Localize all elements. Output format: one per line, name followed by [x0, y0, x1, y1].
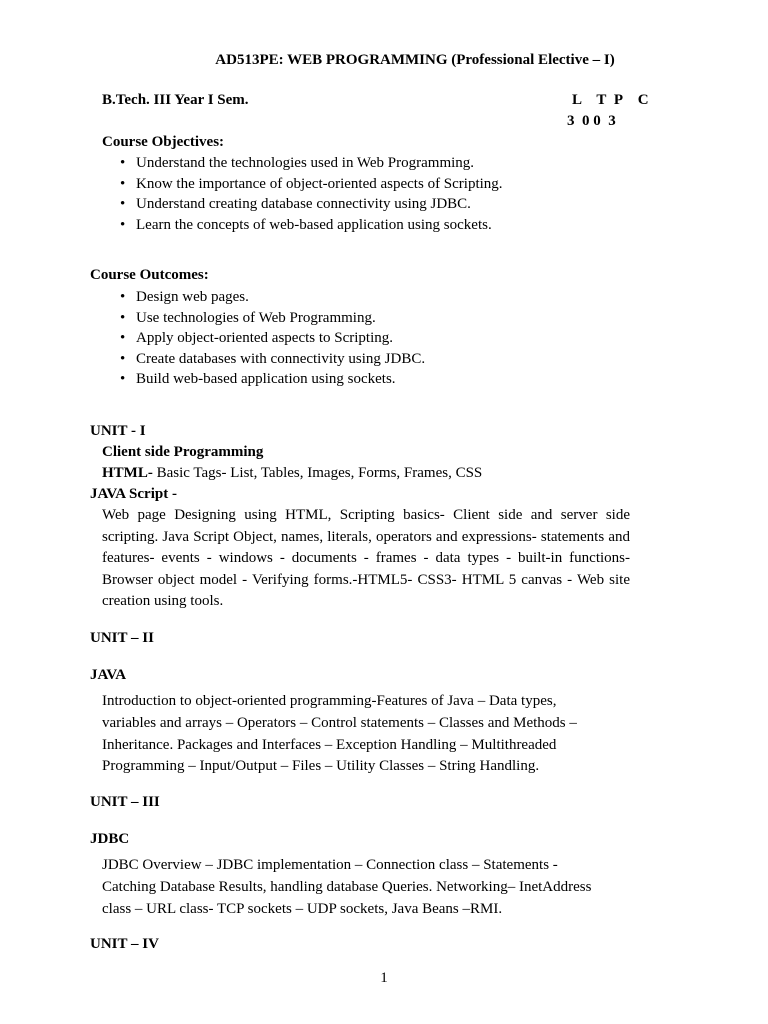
text-line: class – URL class- TCP sockets – UDP sockets, Java Beans –RMI. — [102, 900, 503, 917]
unit-2-subheading: JAVA — [90, 667, 127, 683]
unit-2-body — [102, 691, 642, 778]
bullet-icon: • — [120, 289, 126, 305]
bullet-icon: • — [120, 216, 126, 233]
list-item: • Learn the concepts of web-based application using sockets. — [120, 215, 503, 236]
unit-1-subheading: Client side Programming — [102, 444, 264, 460]
bullet-icon: • — [120, 309, 126, 326]
text-line: Programming – Input/Output – Files – Utility Classes – String Handling. — [102, 758, 540, 775]
bullet-icon: • — [120, 350, 126, 367]
unit-1-html-line — [102, 465, 482, 482]
list-item: • Build web-based application using sockets. — [120, 369, 425, 390]
list-item: • Use technologies of Web Programming. — [120, 308, 425, 329]
unit-3-heading: UNIT – III — [90, 794, 160, 810]
course-outcomes-list — [120, 287, 425, 390]
text-line: Catching Database Results, handling database Queries. Networking– InetAddress — [102, 878, 592, 895]
course-objectives-heading: Course Objectives: — [102, 134, 225, 150]
bullet-icon: • — [120, 175, 126, 192]
list-item: • Know the importance of object-oriented aspects of Scripting. — [120, 174, 503, 195]
ltpc-header: L T P C — [572, 92, 649, 108]
bullet-icon: • — [120, 371, 126, 388]
unit-4-heading: UNIT – IV — [90, 936, 159, 952]
page-number: 1 — [380, 970, 388, 986]
html-topics: Basic Tags- List, Tables, Images, Forms, Frames, CSS — [152, 465, 483, 481]
semester-label: B.Tech. III Year I Sem. — [102, 92, 249, 108]
html-label: HTML- — [102, 465, 153, 481]
list-item: • Apply object-oriented aspects to Scripting. — [120, 328, 425, 349]
unit-3-subheading: JDBC — [90, 831, 130, 847]
unit-1-body: Web page Designing using HTML, Scripting basics- Client side and server side scripting. Java Script Object, names, literals, operators and expressions- statements and features- events - windows - documents - frames - data types - built-in functions- Browser object model - Verifying forms.-HTML5- CSS3- HTML 5 canvas - Web site creation using tools. — [102, 507, 630, 610]
bullet-icon: • — [120, 155, 126, 171]
unit-2-heading: UNIT – II — [90, 630, 154, 646]
text-line: Introduction to object-oriented programming-Features of Java – Data types, — [102, 693, 557, 709]
text-line: JDBC Overview – JDBC implementation – Connection class – Statements - — [102, 857, 558, 873]
unit-1-javascript-heading: JAVA Script - — [90, 486, 177, 502]
list-item: • Understand the technologies used in Web Programming. — [120, 153, 503, 174]
list-item: • Design web pages. — [120, 287, 425, 308]
unit-3-body — [102, 855, 642, 920]
bullet-icon: • — [120, 330, 126, 347]
text-line: variables and arrays – Operators – Control statements – Classes and Methods – — [102, 714, 577, 731]
course-outcomes-heading: Course Outcomes: — [90, 267, 209, 283]
ltpc-values: 3 0 0 3 — [567, 113, 616, 129]
course-objectives-list — [120, 153, 503, 235]
course-title: AD513PE: WEB PROGRAMMING (Professional Elective – I) — [215, 52, 615, 68]
list-item: • Create databases with connectivity using JDBC. — [120, 349, 425, 370]
text-line: Inheritance. Packages and Interfaces – Exception Handling – Multithreaded — [102, 736, 557, 753]
list-item: • Understand creating database connectivity using JDBC. — [120, 194, 503, 215]
unit-1-heading: UNIT - I — [90, 423, 146, 439]
bullet-icon: • — [120, 196, 126, 213]
